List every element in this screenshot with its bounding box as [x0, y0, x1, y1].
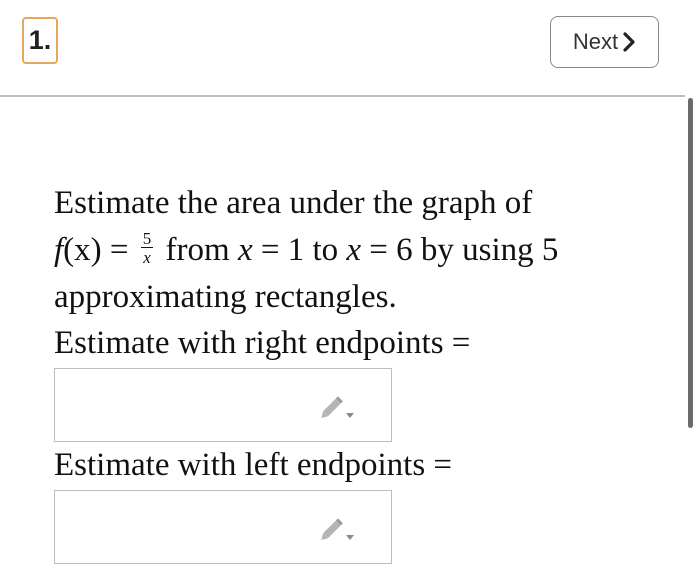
scrollbar[interactable] [688, 98, 693, 428]
variable-x-start: x [237, 232, 253, 268]
function-name: f [54, 232, 64, 268]
function-variable: (x) [63, 232, 102, 268]
fraction-denominator: x [143, 248, 151, 268]
pencil-icon [319, 515, 357, 545]
question-line-1: Estimate the area under the graph of [54, 185, 533, 221]
variable-x-end: x [346, 232, 362, 268]
header-divider [0, 95, 685, 97]
question-line-2 [54, 227, 674, 274]
equals-sign: = [101, 232, 137, 268]
fraction [141, 230, 154, 266]
question-text [54, 180, 674, 321]
question-number: 1. [22, 17, 58, 64]
right-endpoints-input[interactable] [54, 368, 392, 442]
pencil-icon [319, 393, 357, 423]
fraction-numerator: 5 [142, 229, 152, 249]
next-button-label: Next [572, 29, 619, 54]
chevron-right-icon [622, 32, 636, 52]
upper-bound-text: = 6 by using 5 [361, 232, 559, 268]
left-endpoints-input[interactable] [54, 490, 392, 564]
left-endpoints-label: Estimate with left endpoints = [54, 447, 453, 483]
lower-bound-text: = 1 to [252, 232, 347, 268]
question-line-3: approximating rectangles. [54, 279, 397, 315]
right-endpoints-label: Estimate with right endpoints = [54, 325, 471, 361]
next-button[interactable] [550, 16, 659, 68]
from-text: from [157, 232, 238, 268]
